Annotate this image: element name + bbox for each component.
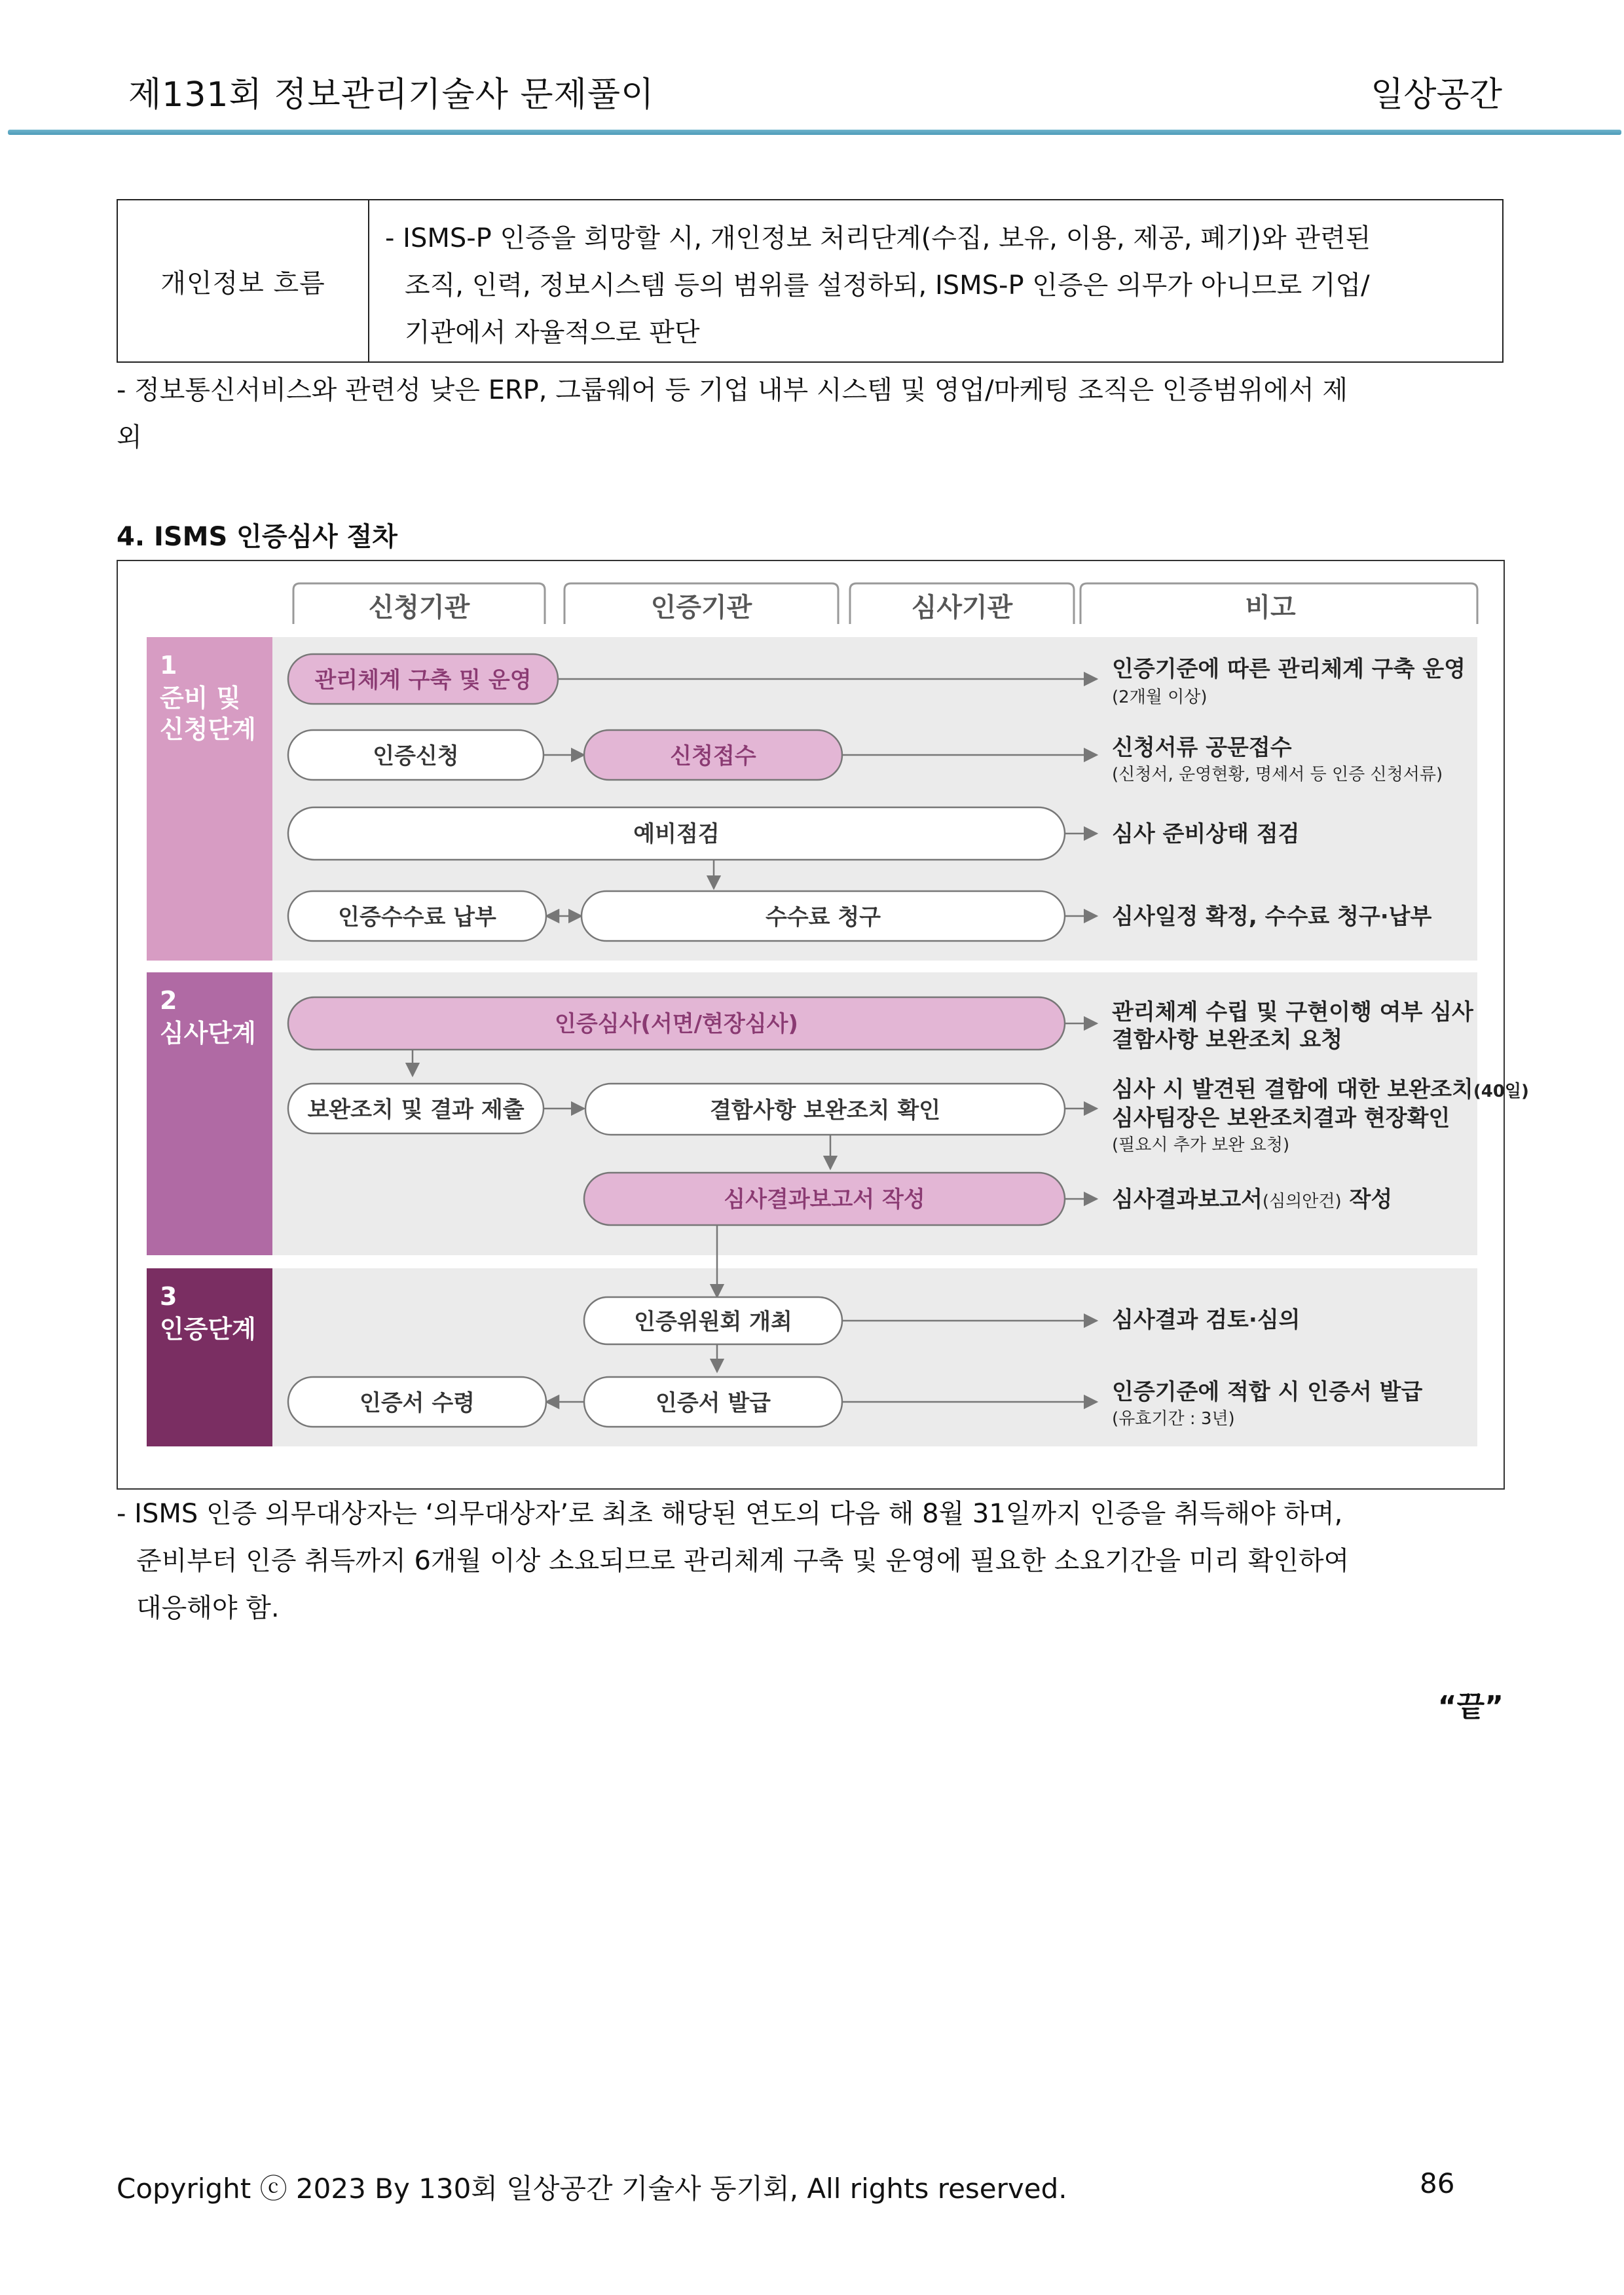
svg-text:비고: 비고 bbox=[1245, 593, 1296, 623]
remark-8-main: 심사결과 검토·심의 bbox=[1112, 1307, 1301, 1333]
table-line-1: - ISMS-P 인증을 희망할 시, 개인정보 처리단계(수집, 보유, 이용, 제공, 폐기)와 관련된 bbox=[385, 223, 1371, 253]
svg-text:3: 3 bbox=[160, 1282, 177, 1311]
stage-3-label bbox=[147, 1268, 272, 1446]
remark-2-sub: (신청서, 운영현황, 명세서 등 인증 신청서류) bbox=[1112, 765, 1443, 784]
scope-note-line-2: 외 bbox=[117, 422, 142, 452]
column-header-certifier bbox=[564, 583, 838, 624]
svg-text:심사기관: 심사기관 bbox=[911, 593, 1013, 623]
section-title: 4. ISMS 인증심사 절차 bbox=[117, 522, 397, 552]
svg-text:인증서 발급: 인증서 발급 bbox=[655, 1390, 771, 1416]
remark-4-main: 심사일정 확정, 수수료 청구·납부 bbox=[1112, 904, 1432, 930]
remark-5-sub: 결함사항 보완조치 요청 bbox=[1112, 1027, 1343, 1053]
table-line-2: 조직, 인력, 정보시스템 등의 범위를 설정하되, ISMS-P 인증은 의무가 아니므로 기업/ bbox=[405, 270, 1370, 301]
remark-5-main: 관리체계 수립 및 구현이행 여부 심사 bbox=[1112, 999, 1473, 1025]
remark-2-main: 신청서류 공문접수 bbox=[1112, 735, 1292, 761]
svg-text:수수료 청구: 수수료 청구 bbox=[765, 904, 881, 930]
column-header-applicant bbox=[293, 583, 545, 624]
box-mgmt-system bbox=[288, 654, 558, 704]
box-committee bbox=[584, 1297, 842, 1344]
svg-text:인증심사(서면/현장심사): 인증심사(서면/현장심사) bbox=[555, 1011, 798, 1037]
svg-text:신청단계: 신청단계 bbox=[160, 715, 256, 744]
svg-text:인증위원회 개최: 인증위원회 개최 bbox=[634, 1309, 792, 1335]
stage-2-label bbox=[147, 972, 272, 1255]
obligation-note-line-3: 대응해야 함. bbox=[136, 1593, 280, 1623]
end-mark: “끝” bbox=[1437, 1690, 1504, 1723]
svg-text:인증수수료 납부: 인증수수료 납부 bbox=[338, 904, 496, 930]
svg-text:인증서 수령: 인증서 수령 bbox=[359, 1390, 475, 1416]
box-fee-pay bbox=[288, 891, 546, 941]
stage-1-label bbox=[147, 637, 272, 961]
box-fee-request bbox=[581, 891, 1065, 941]
remark-6-main: 심사 시 발견된 결함에 대한 보완조치(40일) bbox=[1112, 1076, 1529, 1103]
box-cert-receive bbox=[288, 1377, 546, 1427]
svg-text:신청기관: 신청기관 bbox=[368, 593, 470, 623]
remark-6-sub: (필요시 추가 보완 요청) bbox=[1112, 1135, 1290, 1155]
table-label: 개인정보 흐름 bbox=[118, 200, 369, 361]
header-divider bbox=[8, 130, 1621, 135]
svg-text:인증단계: 인증단계 bbox=[160, 1315, 256, 1344]
svg-text:준비 및: 준비 및 bbox=[160, 684, 241, 712]
process-diagram bbox=[117, 560, 1529, 1490]
remark-3-main: 심사 준비상태 점검 bbox=[1112, 821, 1300, 847]
remark-9-main: 인증기준에 적합 시 인증서 발급 bbox=[1112, 1379, 1423, 1405]
page-number: 86 bbox=[1420, 2167, 1455, 2199]
obligation-note-line-2: 준비부터 인증 취득까지 6개월 이상 소요되므로 관리체계 구축 및 운영에 필요한 소요기간을 미리 확인하여 bbox=[136, 1546, 1350, 1576]
box-cert-audit bbox=[288, 997, 1065, 1050]
svg-text:예비점검: 예비점검 bbox=[633, 821, 720, 847]
footer-copyright: Copyright ⓒ 2023 By 130회 일상공간 기술사 동기회, All rights reserved. bbox=[117, 2173, 1067, 2205]
box-audit-report bbox=[584, 1173, 1065, 1225]
svg-text:인증기관: 인증기관 bbox=[650, 593, 752, 623]
svg-text:관리체계 구축 및 운영: 관리체계 구축 및 운영 bbox=[314, 667, 532, 693]
svg-text:1: 1 bbox=[160, 651, 177, 680]
obligation-note-line-1: - ISMS 인증 의무대상자는 ‘의무대상자’로 최초 해당된 연도의 다음 해 8월 31일까지 인증을 취득해야 하며, bbox=[117, 1499, 1343, 1529]
svg-text:인증신청: 인증신청 bbox=[373, 743, 459, 769]
remark-9-sub: (유효기간 : 3년) bbox=[1112, 1409, 1235, 1429]
box-apply-receive bbox=[584, 730, 842, 780]
obligation-note bbox=[117, 1490, 1504, 1632]
scope-note bbox=[117, 367, 1504, 461]
scope-note-line-1: - 정보통신서비스와 관련성 낮은 ERP, 그룹웨어 등 기업 내부 시스템 및 영업/마케팅 조직은 인증범위에서 제 bbox=[117, 375, 1348, 405]
column-header-auditor bbox=[850, 583, 1074, 624]
box-pre-check bbox=[288, 807, 1065, 860]
box-cert-issue bbox=[584, 1377, 842, 1427]
box-remedy-submit bbox=[288, 1084, 544, 1133]
box-defect-check bbox=[585, 1084, 1065, 1135]
box-cert-apply bbox=[288, 730, 544, 780]
table-content bbox=[369, 200, 1502, 361]
svg-text:심사결과보고서 작성: 심사결과보고서 작성 bbox=[724, 1186, 925, 1213]
svg-text:2: 2 bbox=[160, 986, 177, 1015]
column-header-remarks bbox=[1080, 583, 1477, 624]
document-title: 제131회 정보관리기술사 문제풀이 bbox=[128, 75, 655, 115]
svg-text:심사단계: 심사단계 bbox=[160, 1019, 256, 1048]
remark-1-main: 인증기준에 따른 관리체계 구축 운영 bbox=[1112, 656, 1466, 682]
info-table bbox=[117, 199, 1504, 363]
remark-6-line2: 심사팀장은 보완조치결과 현장확인 bbox=[1112, 1105, 1450, 1131]
svg-text:보완조치 및 결과 제출: 보완조치 및 결과 제출 bbox=[307, 1097, 525, 1123]
brand-name: 일상공간 bbox=[1371, 75, 1502, 115]
svg-text:신청접수: 신청접수 bbox=[670, 743, 756, 769]
table-line-3: 기관에서 자율적으로 판단 bbox=[405, 318, 700, 348]
remark-7-main: 심사결과보고서(심의안건) 작성 bbox=[1112, 1186, 1393, 1213]
remark-1-sub: (2개월 이상) bbox=[1112, 688, 1208, 707]
svg-text:결함사항 보완조치 확인: 결함사항 보완조치 확인 bbox=[709, 1097, 941, 1124]
